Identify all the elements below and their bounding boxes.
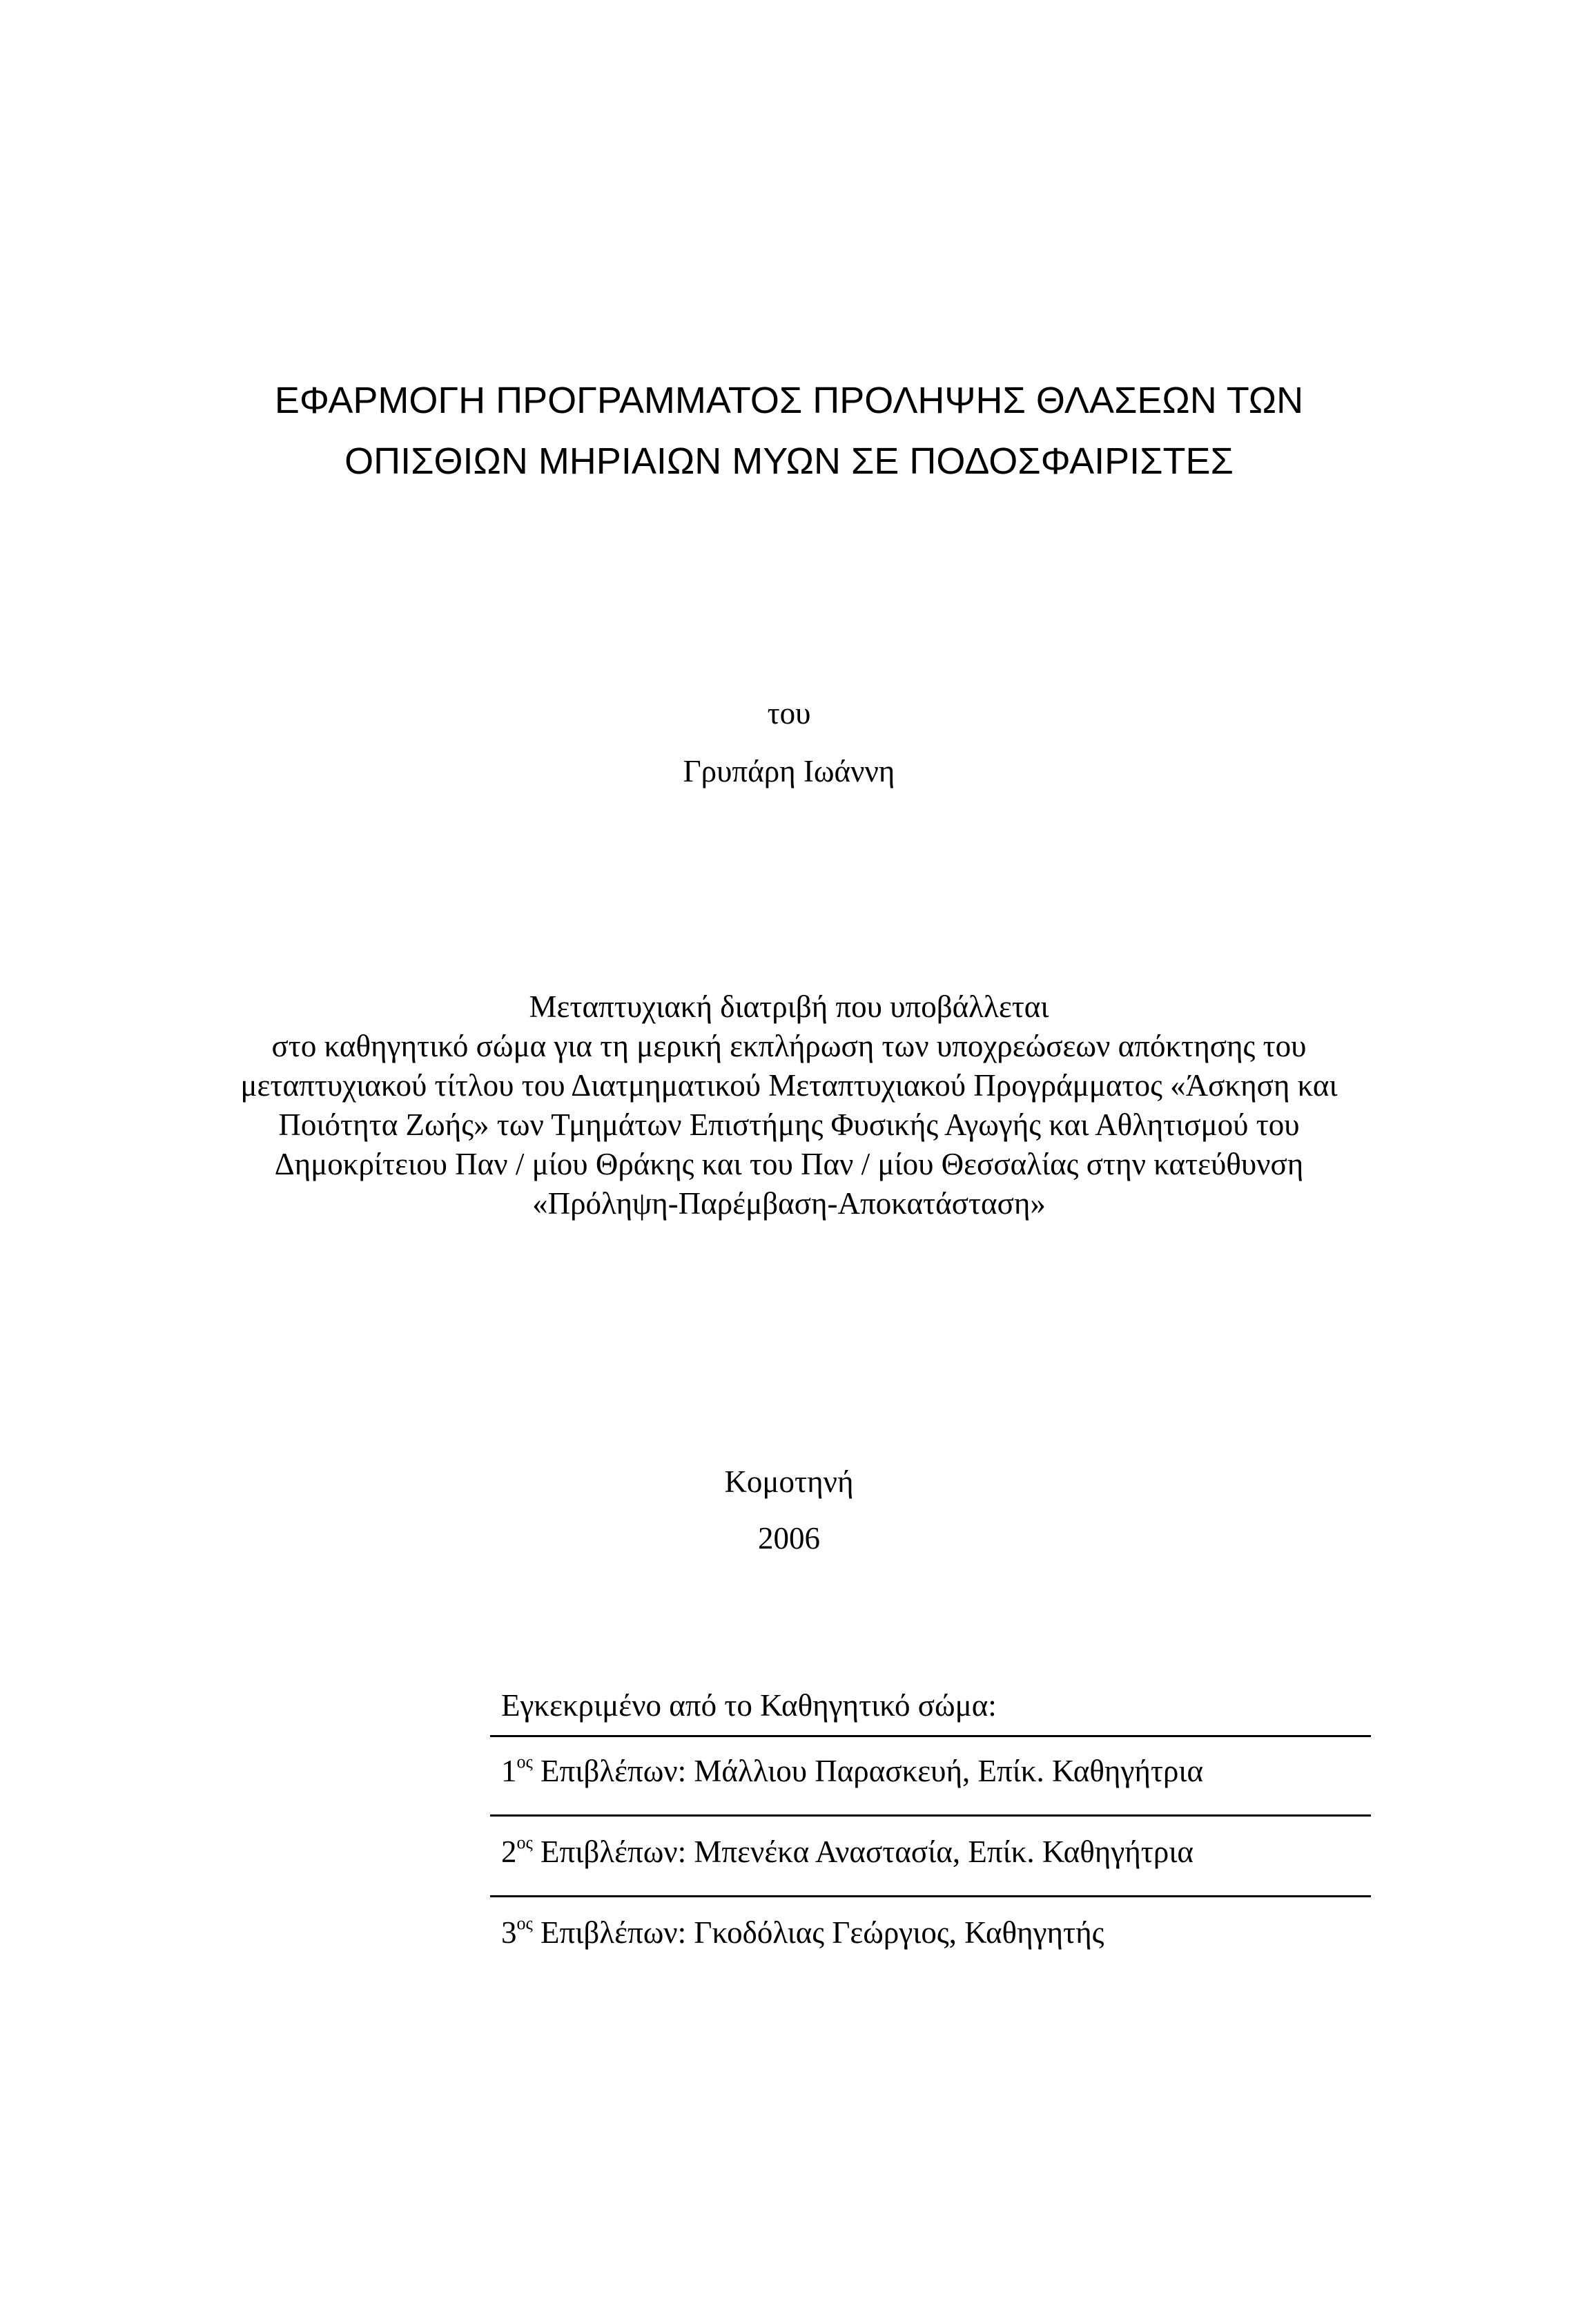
title-line-2: ΟΠΙΣΘΙΩΝ ΜΗΡΙΑΙΩΝ ΜΥΩΝ ΣΕ ΠΟΔΟΣΦΑΙΡΙΣΤΕΣ (344, 440, 1234, 482)
year: 2006 (758, 1521, 820, 1556)
description-line: Δημοκρίτειου Παν / μίου Θράκης και του Παν / μίου Θεσσαλίας στην κατεύθυνση (274, 1147, 1304, 1181)
signature-line (490, 1814, 1371, 1817)
supervisor-3 (501, 1914, 1371, 1951)
description-line: «Πρόληψη-Παρέμβαση-Αποκατάσταση» (532, 1186, 1046, 1221)
supervisor-role: Επιβλέπων: (540, 1834, 687, 1869)
description-line: στο καθηγητικό σώμα για τη μερική εκπλήρωση των υποχρεώσεων απόκτησης του (271, 1029, 1307, 1063)
description-line: μεταπτυχιακού τίτλου του Διατμηματικού Μεταπτυχιακού Προγράμματος «Άσκηση και (240, 1068, 1338, 1103)
approval-label: Εγκεκριμένο από το Καθηγητικό σώμα: (501, 1688, 997, 1723)
supervisor-1 (501, 1752, 1371, 1790)
description-line: Μεταπτυχιακή διατριβή που υποβάλλεται (529, 989, 1049, 1024)
city: Κομοτηνή (724, 1464, 854, 1499)
thesis-description (159, 987, 1419, 1223)
by-label: του (767, 696, 811, 730)
author-name: Γρυπάρη Ιωάννη (683, 754, 895, 788)
title-line-1: ΕΦΑΡΜΟΓΗ ΠΡΟΓΡΑΜΜΑΤΟΣ ΠΡΟΛΗΨΗΣ ΘΛΑΣΕΩΝ ΤΩΝ (274, 380, 1304, 421)
supervisor-ordinal: $2^{o\varsigma}$ (501, 1832, 533, 1869)
signature-line (490, 1895, 1371, 1897)
signature-line (490, 1735, 1371, 1737)
supervisor-2 (501, 1833, 1371, 1870)
supervisor-name: Μάλλιου Παρασκευή, Επίκ. Καθηγήτρια (694, 1754, 1204, 1788)
supervisor-ordinal: $1^{o\varsigma}$ (501, 1752, 533, 1788)
supervisor-name: Μπενέκα Αναστασία, Επίκ. Καθηγήτρια (694, 1834, 1194, 1869)
supervisor-ordinal: $3^{o\varsigma}$ (501, 1913, 533, 1950)
description-line: Ποιότητα Ζωής» των Τμημάτων Επιστήμης Φυσικής Αγωγής και Αθλητισμού του (278, 1107, 1300, 1142)
supervisor-role: Επιβλέπων: (540, 1915, 687, 1950)
supervisor-role: Επιβλέπων: (540, 1754, 687, 1788)
supervisor-name: Γκοδόλιας Γεώργιος, Καθηγητής (694, 1915, 1104, 1950)
